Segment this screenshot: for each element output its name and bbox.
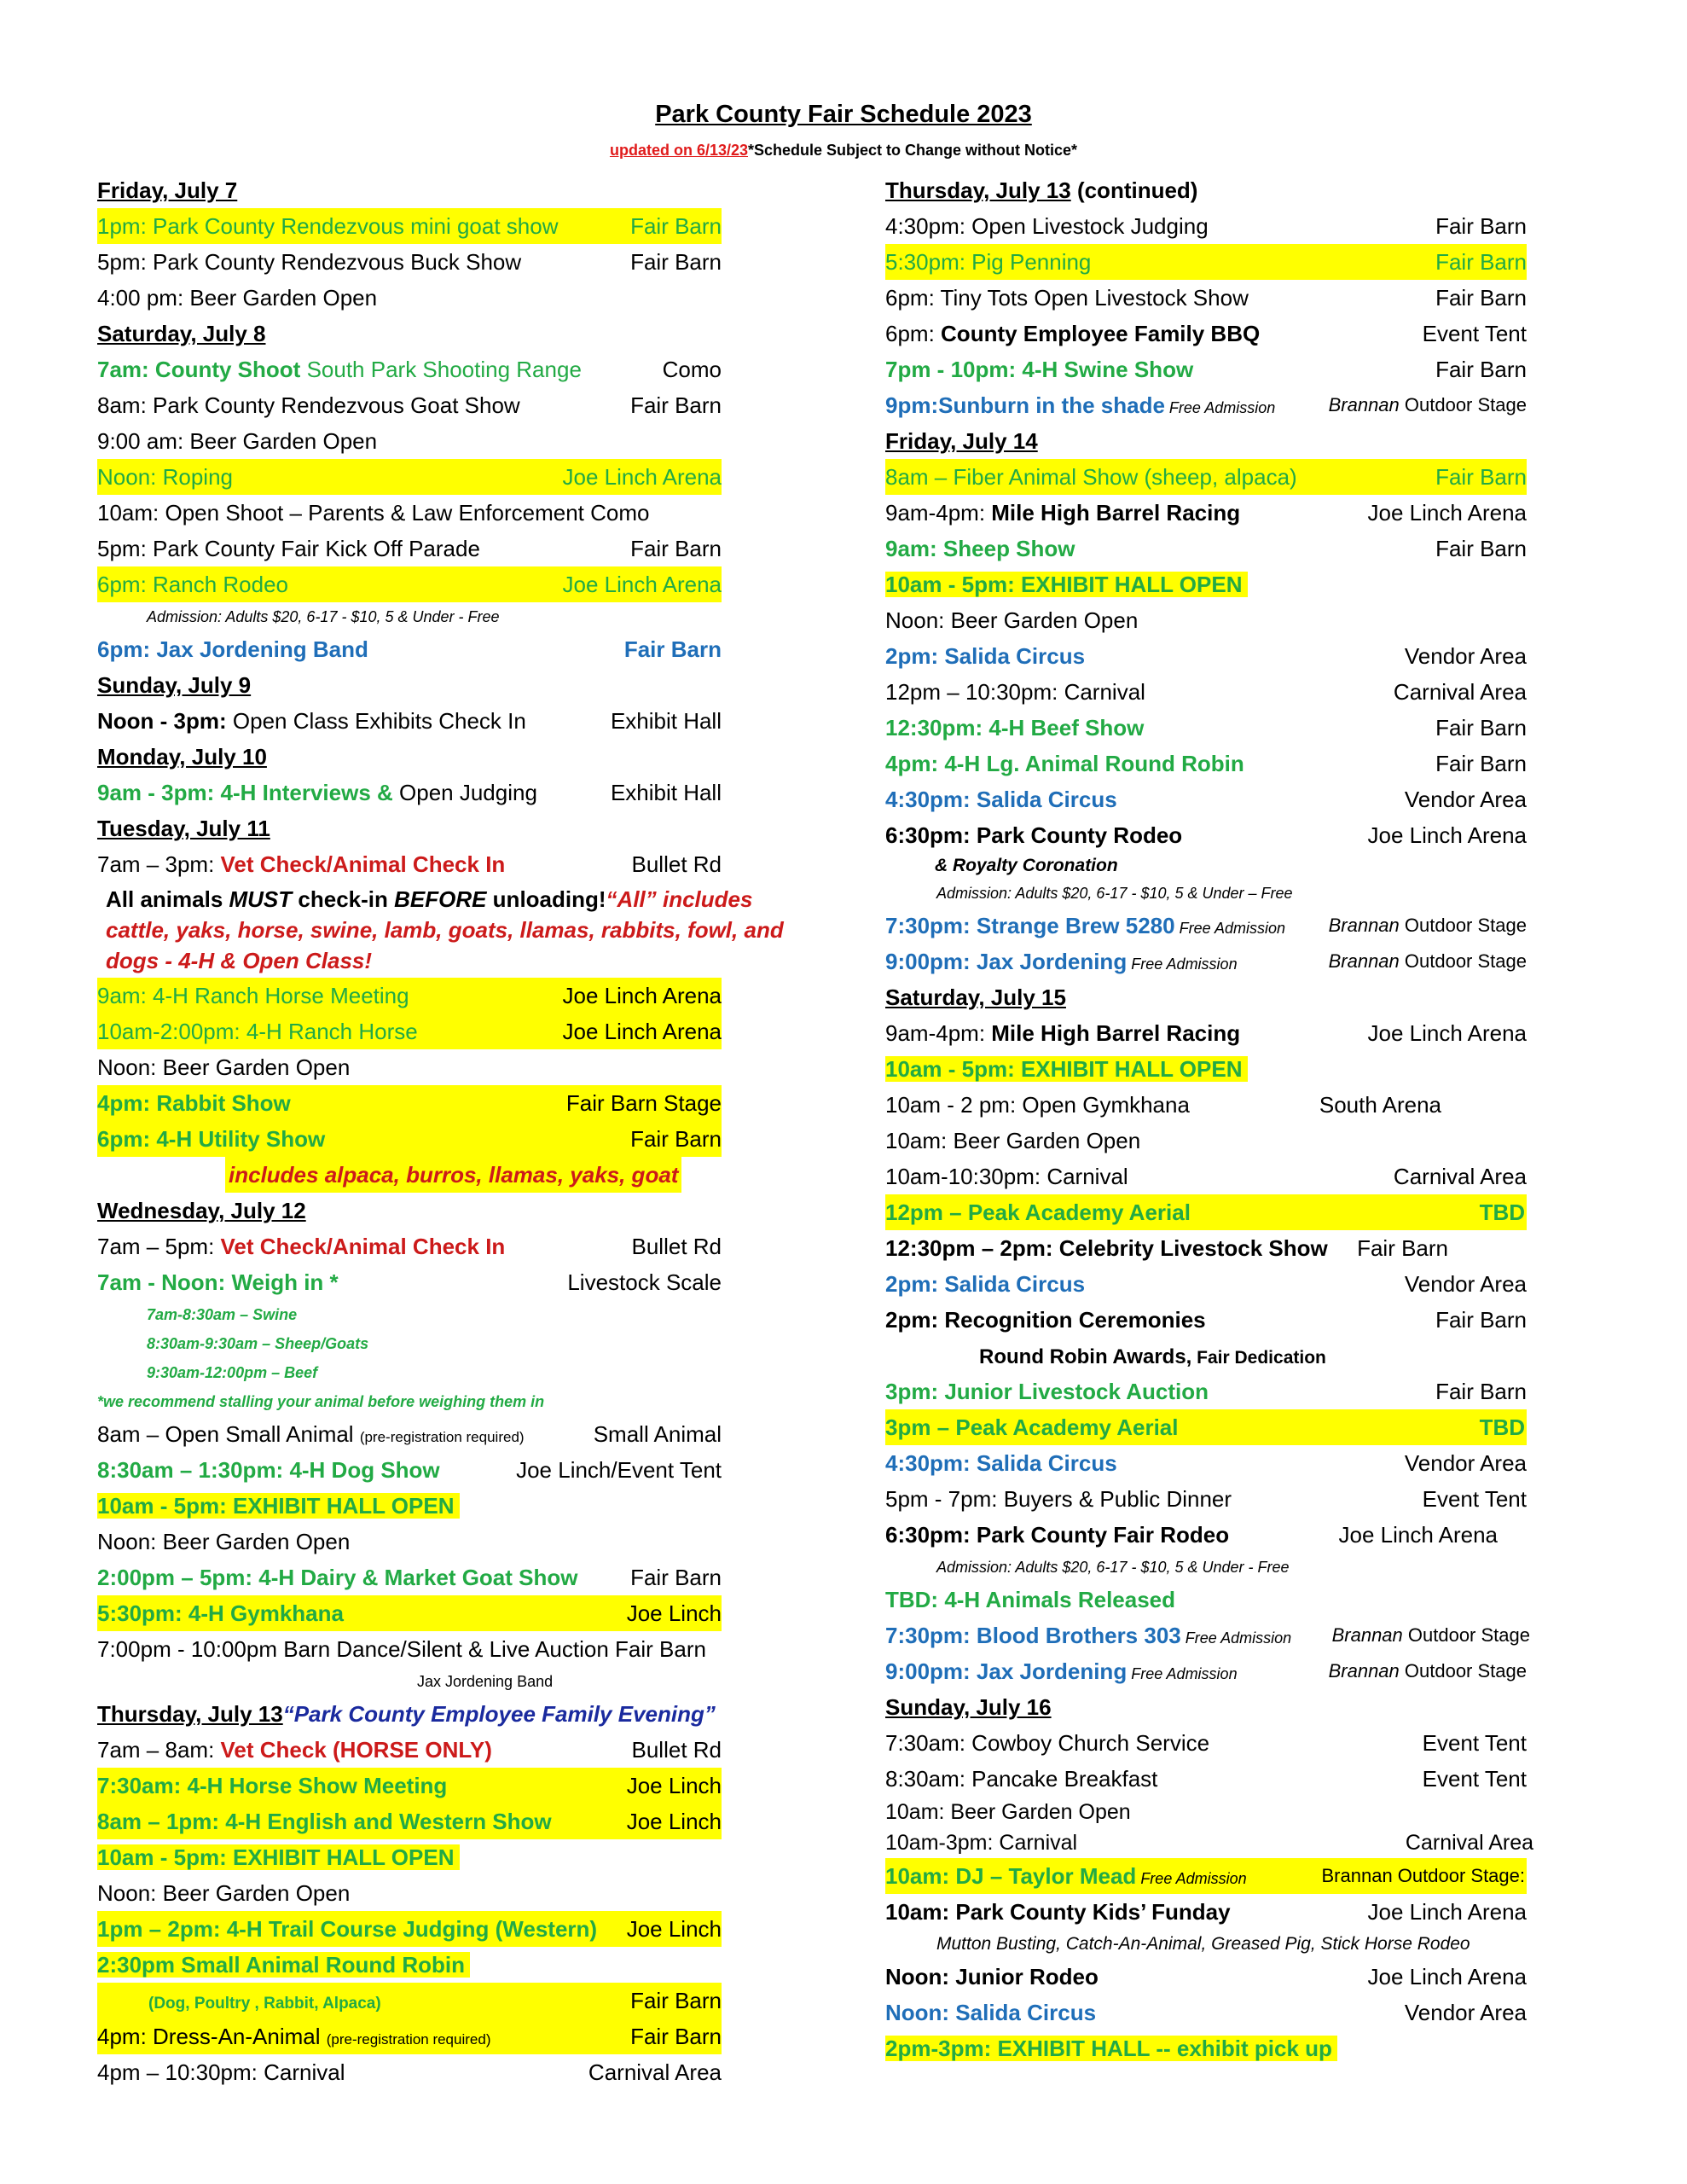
event-row: 6:30pm: Park County Rodeo Joe Linch Arena	[885, 822, 1527, 848]
event-row: 12pm – Peak Academy Aerial TBD	[885, 1194, 1527, 1230]
event-row: 2pm: Salida Circus Vendor Area	[885, 1271, 1527, 1297]
event-row: 6pm: Tiny Tots Open Livestock Show Fair Barn	[885, 285, 1527, 311]
event-row: 3pm – Peak Academy Aerial TBD	[885, 1409, 1527, 1445]
event-note: Round Robin Awards, Fair Dedication	[979, 1345, 1326, 1368]
event-row: 9pm:Sunburn in the shade Free Admission Brannan Outdoor Stage	[885, 392, 1527, 418]
event-row: Noon: Beer Garden Open	[97, 1054, 351, 1080]
event-row: 4pm: Dress-An-Animal (pre-registration required) Fair Barn	[97, 2018, 722, 2054]
event-row: 4:30pm: Salida Circus Vendor Area	[885, 787, 1527, 812]
event-row: 10am-10:30pm: Carnival Carnival Area	[885, 1164, 1527, 1189]
event-row: 7:30pm: Strange Brew 5280 Free Admission Brannan Outdoor Stage	[885, 913, 1527, 938]
event-row: 10am - 5pm: EXHIBIT HALL OPEN	[885, 1051, 1527, 1087]
event-row: 5:30pm: Pig Penning Fair Barn	[885, 244, 1527, 280]
weigh-in-slot: 8:30am-9:30am – Sheep/Goats	[147, 1335, 369, 1352]
event-row: 3pm: Junior Livestock Auction Fair Barn	[885, 1379, 1527, 1404]
admission-note: Admission: Adults $20, 6-17 - $10, 5 & Under – Free	[936, 885, 1293, 902]
event-row: 10am: Beer Garden Open	[885, 1800, 1131, 1824]
event-row: 6pm: County Employee Family BBQ Event Tent	[885, 321, 1527, 346]
event-row: 7am - Noon: Weigh in * Livestock Scale	[97, 1269, 722, 1295]
event-row: 10am: DJ – Taylor Mead Free Admission Brannan Outdoor Stage:	[885, 1858, 1527, 1894]
left-column	[97, 172, 784, 2090]
event-row: 8am – Open Small Animal (pre-registration required) Small Animal	[97, 1421, 722, 1447]
event-row: 5pm: Park County Fair Kick Off Parade Fair Barn	[97, 536, 722, 561]
event-row: 7:30am: Cowboy Church Service Event Tent	[885, 1730, 1527, 1756]
event-row: 4:00 pm: Beer Garden Open	[97, 285, 378, 311]
day-heading: Monday, July 10	[97, 744, 267, 770]
day-heading-row: Thursday, July 13“Park County Employee Family Evening”	[97, 1701, 716, 1727]
day-heading: Sunday, July 9	[97, 672, 252, 698]
event-row: 1pm: Park County Rendezvous mini goat show Fair Barn	[97, 208, 722, 244]
event-row: 9:00pm: Jax Jordening Free Admission Brannan Outdoor Stage	[885, 1658, 1527, 1684]
event-row: 9am-4pm: Mile High Barrel Racing Joe Linch Arena	[885, 500, 1527, 526]
change-notice: *Schedule Subject to Change without Notice*	[748, 142, 1078, 159]
event-row: 9:00 am: Beer Garden Open	[97, 428, 378, 454]
event-row: 2pm: Recognition Ceremonies Fair Barn	[885, 1307, 1527, 1333]
day-heading-row: Thursday, July 13 (continued)	[885, 177, 1198, 203]
event-row: 7:30am: 4-H Horse Show Meeting Joe Linch	[97, 1768, 722, 1804]
day-heading: Saturday, July 8	[97, 321, 266, 346]
day-heading: Sunday, July 16	[885, 1694, 1052, 1720]
event-row: 8:30am: Pancake Breakfast Event Tent	[885, 1766, 1527, 1792]
event-row: 8am – Fiber Animal Show (sheep, alpaca) Fair Barn	[885, 459, 1527, 495]
event-row: Noon: Beer Garden Open	[885, 607, 1139, 633]
day-heading: Friday, July 14	[885, 428, 1038, 454]
weigh-in-slot: 7am-8:30am – Swine	[147, 1306, 298, 1323]
check-in-warning: All animals MUST check-in BEFORE unloading!“All” includes cattle, yaks, horse, swine, lamb, goats, llamas, rabbits, fowl, and dogs - 4-H & Open Class!	[106, 886, 784, 973]
event-row: 9:00pm: Jax Jordening Free Admission Brannan Outdoor Stage	[885, 949, 1527, 974]
event-row: 7am – 5pm: Vet Check/Animal Check In Bullet Rd	[97, 1234, 722, 1259]
event-row: 7:00pm - 10:00pm Barn Dance/Silent & Live Auction Fair Barn	[97, 1636, 706, 1662]
event-row: 4:30pm: Salida Circus Vendor Area	[885, 1450, 1527, 1476]
event-row: 7:30pm: Blood Brothers 303 Free Admission Brannan Outdoor Stage	[885, 1623, 1530, 1648]
event-note: Mutton Busting, Catch-An-Animal, Greased Pig, Stick Horse Rodeo	[936, 1934, 1470, 1954]
event-row: 4pm – 10:30pm: Carnival Carnival Area	[97, 2059, 722, 2085]
event-row: TBD: 4-H Animals Released	[885, 1587, 1176, 1612]
event-row: Noon: Salida Circus Vendor Area	[885, 2000, 1527, 2025]
event-row: 10am - 5pm: EXHIBIT HALL OPEN	[885, 566, 1527, 602]
event-note: includes alpaca, burros, llamas, yaks, goat	[97, 1157, 722, 1193]
event-row: 12pm – 10:30pm: Carnival Carnival Area	[885, 679, 1527, 705]
event-row: 9am - 3pm: 4-H Interviews & Open Judging Exhibit Hall	[97, 780, 722, 805]
event-row: 10am: Beer Garden Open	[885, 1128, 1141, 1153]
event-row: 4pm: 4-H Lg. Animal Round Robin Fair Barn	[885, 751, 1527, 776]
event-row: Noon - 3pm: Open Class Exhibits Check In Exhibit Hall	[97, 708, 722, 734]
event-row: 6pm: Ranch Rodeo Joe Linch Arena	[97, 566, 722, 602]
event-row: 9am-4pm: Mile High Barrel Racing Joe Linch Arena	[885, 1020, 1527, 1046]
event-row: 6pm: 4-H Utility Show Fair Barn	[97, 1121, 722, 1157]
admission-note: Admission: Adults $20, 6-17 - $10, 5 & Under - Free	[936, 1559, 1290, 1576]
right-column	[885, 172, 1533, 2066]
event-row: 5pm - 7pm: Buyers & Public Dinner Event Tent	[885, 1486, 1527, 1512]
event-row: 2:30pm Small Animal Round Robin	[97, 1947, 722, 1983]
day-heading: Wednesday, July 12	[97, 1198, 306, 1223]
event-row: 7pm - 10pm: 4-H Swine Show Fair Barn	[885, 357, 1527, 382]
event-row: Noon: Junior Rodeo Joe Linch Arena	[885, 1964, 1527, 1989]
event-row: 10am: Open Shoot – Parents & Law Enforcement Como	[97, 500, 650, 526]
event-row: 7am – 8am: Vet Check (HORSE ONLY) Bullet Rd	[97, 1737, 722, 1763]
event-row: 1pm – 2pm: 4-H Trail Course Judging (Western) Joe Linch	[97, 1911, 722, 1947]
event-row: 2:00pm – 5pm: 4-H Dairy & Market Goat Show Fair Barn	[97, 1565, 722, 1590]
event-row: Noon: Beer Garden Open	[97, 1880, 351, 1906]
event-row: 10am - 2 pm: Open Gymkhana South Arena	[885, 1092, 1441, 1118]
weigh-in-slot: 9:30am-12:00pm – Beef	[147, 1364, 318, 1381]
day-heading: Friday, July 7	[97, 177, 238, 203]
event-row: 8am: Park County Rendezvous Goat Show Fair Barn	[97, 392, 722, 418]
day-heading: Tuesday, July 11	[97, 816, 270, 841]
event-row: (Dog, Poultry , Rabbit, Alpaca) Fair Barn	[97, 1983, 722, 2018]
weigh-in-note: *we recommend stalling your animal before weighing them in	[97, 1393, 545, 1410]
event-row: 7am – 3pm: Vet Check/Animal Check In Bullet Rd	[97, 851, 722, 877]
page-title: Park County Fair Schedule 2023	[655, 101, 1032, 128]
event-row: 7am: County Shoot South Park Shooting Range Como	[97, 357, 722, 382]
event-row: 9am: Sheep Show Fair Barn	[885, 536, 1527, 561]
event-row: Noon: Roping Joe Linch Arena	[97, 459, 722, 495]
event-row: 2pm-3pm: EXHIBIT HALL -- exhibit pick up	[885, 2030, 1527, 2066]
event-row: 5:30pm: 4-H Gymkhana Joe Linch	[97, 1595, 722, 1631]
event-row: 2pm: Salida Circus Vendor Area	[885, 643, 1527, 669]
event-row: 4pm: Rabbit Show Fair Barn Stage	[97, 1085, 722, 1121]
day-heading: Saturday, July 15	[885, 985, 1066, 1010]
event-row: 10am: Park County Kids’ Funday Joe Linch Arena	[885, 1899, 1527, 1925]
event-note: Jax Jordening Band	[417, 1673, 554, 1690]
event-row: 6pm: Jax Jordening Band Fair Barn	[97, 636, 722, 662]
event-row: 12:30pm: 4-H Beef Show Fair Barn	[885, 715, 1527, 741]
event-row: Noon: Beer Garden Open	[97, 1529, 351, 1554]
page-subtitle	[0, 142, 1687, 160]
updated-note: updated on 6/13/23	[609, 142, 748, 159]
admission-note: Admission: Adults $20, 6-17 - $10, 5 & Under - Free	[147, 608, 500, 625]
event-note: & Royalty Coronation	[935, 856, 1118, 875]
event-row: 4:30pm: Open Livestock Judging Fair Barn	[885, 213, 1527, 239]
event-row: 10am - 5pm: EXHIBIT HALL OPEN	[97, 1839, 722, 1875]
event-row: 9am: 4-H Ranch Horse Meeting Joe Linch Arena	[97, 978, 722, 1014]
event-row: 10am-2:00pm: 4-H Ranch Horse Joe Linch Arena	[97, 1014, 722, 1049]
event-row: 5pm: Park County Rendezvous Buck Show Fair Barn	[97, 249, 722, 275]
event-row: 10am - 5pm: EXHIBIT HALL OPEN	[97, 1488, 722, 1524]
event-row: 6:30pm: Park County Fair Rodeo Joe Linch Arena	[885, 1522, 1498, 1548]
event-row: 8am – 1pm: 4-H English and Western Show Joe Linch	[97, 1804, 722, 1839]
event-row: 8:30am – 1:30pm: 4-H Dog Show Joe Linch/Event Tent	[97, 1457, 722, 1483]
event-row: 12:30pm – 2pm: Celebrity Livestock Show Fair Barn	[885, 1235, 1448, 1261]
event-row: 10am-3pm: Carnival Carnival Area	[885, 1831, 1533, 1855]
